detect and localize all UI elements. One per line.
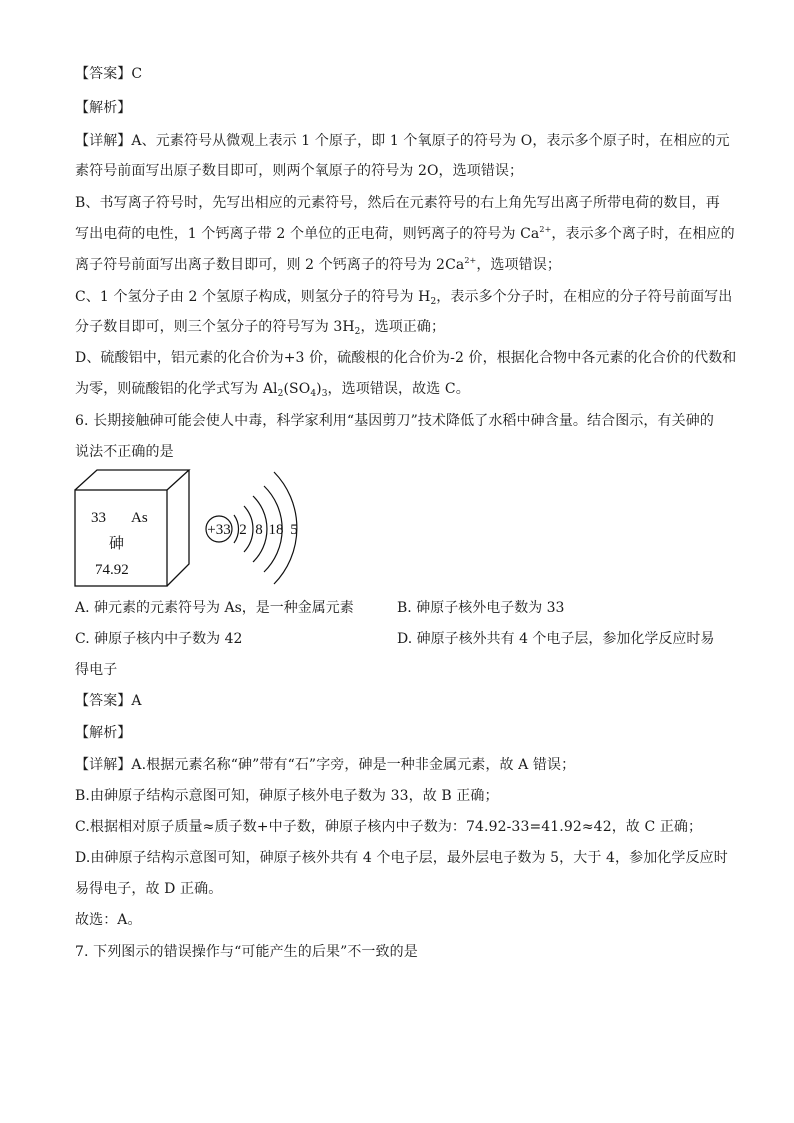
arsenic-figure bbox=[73, 468, 303, 588]
q5-detail-line bbox=[75, 379, 725, 399]
text-run: 写出电荷的电性，1 个钙离子带 2 个单位的正电荷，则钙离子的符号为 Ca bbox=[75, 226, 540, 242]
q5-detail-line bbox=[75, 224, 735, 244]
element-name: 砷 bbox=[109, 536, 125, 552]
subscript: 4 bbox=[310, 389, 317, 399]
q5-detail-line: 【详解】A、元素符号从微观上表示 1 个原子，即 1 个氧原子的符号为 O，表示多个原子时，在相应的元 bbox=[75, 133, 730, 149]
text-run: 为零，则硫酸铝的化学式写为 Al bbox=[75, 381, 278, 397]
q6-option-b: B. 砷原子核外电子数为 33 bbox=[397, 600, 565, 616]
q5-detail-line: D、硫酸铝中，铝元素的化合价为+3 价，硫酸根的化合价为-2 价，根据化合物中各元素的化合价的代数和 bbox=[75, 350, 737, 366]
charge-superscript: 2+ bbox=[464, 256, 477, 265]
text-run: (SO bbox=[283, 381, 311, 397]
q6-detail-line: 【详解】A.根据元素名称“砷”带有“石”字旁，砷是一种非金属元素，故 A 错误； bbox=[75, 757, 576, 773]
text-run: ，选项正确； bbox=[360, 319, 446, 335]
q5-detail-line bbox=[75, 255, 725, 275]
atomic-mass: 74.92 bbox=[95, 562, 129, 578]
text-run: ，选项错误，故选 C。 bbox=[327, 381, 470, 397]
atomic-number: 33 bbox=[91, 510, 106, 526]
q6-option-a: A. 砷元素的元素符号为 As，是一种金属元素 bbox=[75, 600, 354, 616]
text-run: C、1 个氢分子由 2 个氢原子构成，则氢分子的符号为 H bbox=[75, 289, 431, 305]
text-run: ) bbox=[316, 381, 322, 397]
q6-detail-line: B.由砷原子结构示意图可知，砷原子核外电子数为 33，故 B 正确； bbox=[75, 788, 499, 804]
q6-detail-line: D.由砷原子结构示意图可知，砷原子核外共有 4 个电子层，最外层电子数为 5，大于 4，参加化学反应时 bbox=[75, 850, 728, 866]
q6-choose: 故选：A。 bbox=[75, 912, 142, 928]
subscript: 2 bbox=[354, 327, 361, 337]
nucleus-charge: +33 bbox=[207, 522, 231, 538]
text-run: 分子数目即可，则三个氢分子的符号写为 3H bbox=[75, 319, 355, 335]
text-run: ，选项错误； bbox=[476, 257, 561, 273]
q5-detail-line: 素符号前面写出原子数目即可，则两个氧原子的符号为 2O，选项错误； bbox=[75, 163, 524, 179]
subscript: 3 bbox=[321, 389, 328, 399]
shell-electrons: 2 bbox=[239, 522, 247, 538]
q5-detail-line bbox=[75, 287, 733, 307]
q6-detail-line: 易得电子，故 D 正确。 bbox=[75, 881, 223, 897]
q6-option-d: D. 砷原子核外共有 4 个电子层，参加化学反应时易 bbox=[397, 631, 715, 647]
charge-superscript: 2+ bbox=[539, 225, 552, 234]
shell-arc bbox=[234, 515, 239, 543]
q6-option-d-cont: 得电子 bbox=[75, 662, 118, 678]
q5-detail-line bbox=[75, 317, 725, 337]
q6-stem-line: 6. 长期接触砷可能会使人中毒，科学家利用“基因剪刀”技术降低了水稻中砷含量。结合图示，有关砷的 bbox=[75, 413, 714, 429]
q6-option-c: C. 砷原子核内中子数为 42 bbox=[75, 631, 243, 647]
q6-detail-line: C.根据相对原子质量≈质子数+中子数，砷原子核内中子数为：74.92-33=41.92≈42，故 C 正确； bbox=[75, 819, 703, 835]
text-run: ，表示多个离子时，在相应的 bbox=[551, 226, 735, 242]
q6-stem-line: 说法不正确的是 bbox=[75, 444, 174, 460]
shell-electrons: 8 bbox=[255, 522, 263, 538]
q5-answer: 【答案】C bbox=[75, 66, 143, 82]
q5-detail-line: B、书写离子符号时，先写出相应的元素符号，然后在元素符号的右上角先写出离子所带电荷的数目，再 bbox=[75, 195, 720, 211]
text-run: ，表示多个分子时，在相应的分子符号前面写出 bbox=[436, 289, 733, 305]
q7-stem: 7. 下列图示的错误操作与“可能产生的后果”不一致的是 bbox=[75, 944, 418, 960]
shell-electrons: 18 bbox=[268, 522, 284, 538]
subscript: 2 bbox=[430, 297, 437, 307]
text-run: 离子符号前面写出离子数目即可，则 2 个钙离子的符号为 2Ca bbox=[75, 257, 465, 273]
arsenic-diagram bbox=[73, 468, 303, 588]
atomic-structure bbox=[206, 472, 298, 584]
element-cube bbox=[75, 470, 189, 586]
shell-electrons: 5 bbox=[290, 522, 298, 538]
element-symbol: As bbox=[131, 510, 148, 526]
q6-analysis-label: 【解析】 bbox=[75, 725, 132, 741]
q6-answer: 【答案】A bbox=[75, 693, 142, 709]
subscript: 2 bbox=[277, 389, 284, 399]
q5-analysis-label: 【解析】 bbox=[75, 100, 132, 116]
